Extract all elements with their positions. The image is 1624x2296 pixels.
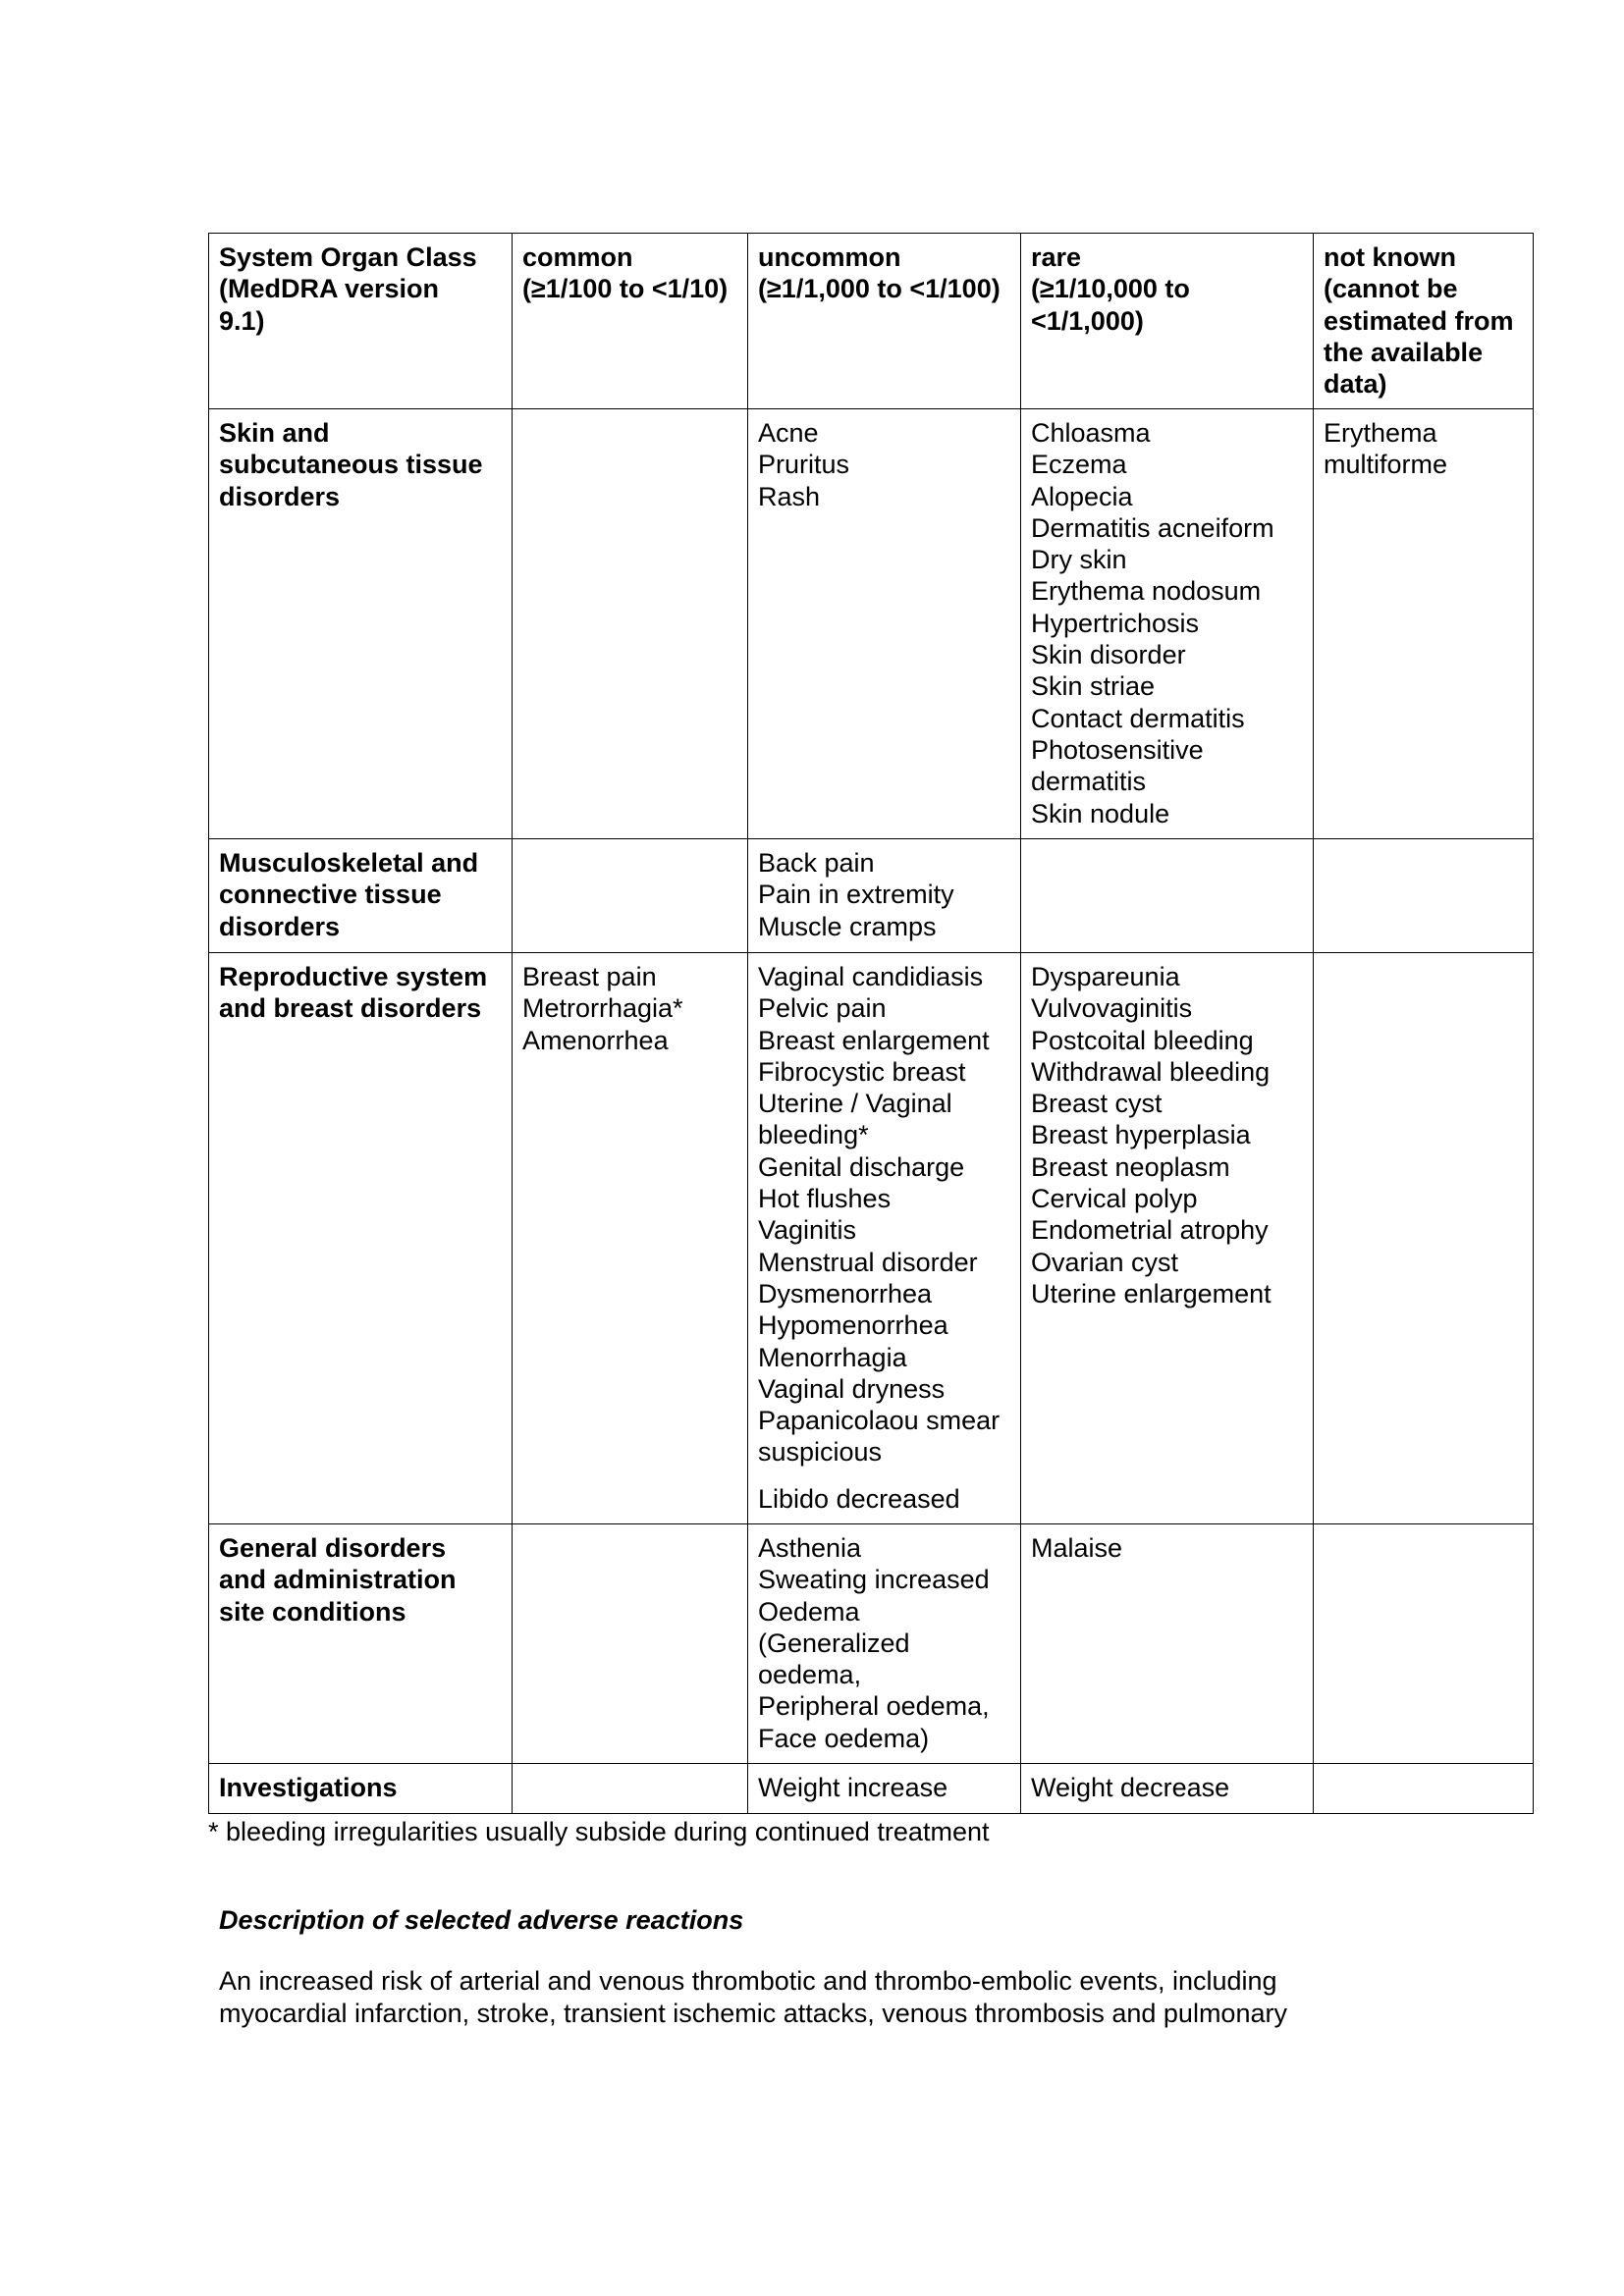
reaction-item: Muscle cramps <box>758 911 937 941</box>
header-line: <1/1,000) <box>1031 305 1144 336</box>
cell-rare <box>1021 953 1314 1524</box>
reaction-item: Breast hyperplasia <box>1031 1120 1251 1150</box>
reaction-item: Pelvic pain <box>758 993 887 1024</box>
soc-line: General disorders <box>219 1533 447 1563</box>
cell-not-known <box>1314 409 1534 839</box>
cell-uncommon <box>748 1764 1021 1814</box>
reaction-item: Pruritus <box>758 450 850 480</box>
table-row-musculoskeletal <box>209 839 1534 953</box>
reaction-item: Back pain <box>758 848 875 878</box>
cell-not-known <box>1314 1524 1534 1764</box>
reaction-item: (Generalized <box>758 1628 910 1658</box>
header-line: (≥1/1,000 to <1/100) <box>758 274 1001 304</box>
reaction-item: Uterine / Vaginal <box>758 1089 952 1119</box>
reaction-item: Papanicolaou smear <box>758 1406 1001 1436</box>
reaction-item: Dysmenorrhea <box>758 1278 933 1308</box>
reaction-item: Uterine enlargement <box>1031 1278 1272 1308</box>
reaction-item: Ovarian cyst <box>1031 1247 1179 1277</box>
paragraph-line: myocardial infarction, stroke, transient ischemic attacks, venous thrombosis and pulmonary <box>219 1998 1287 2028</box>
soc-line: and breast disorders <box>219 993 482 1024</box>
reaction-item: Weight increase <box>758 1773 948 1802</box>
reaction-item: Erythema <box>1324 418 1437 448</box>
header-line: the available <box>1324 337 1484 367</box>
reaction-item: Sweating increased <box>758 1565 990 1595</box>
reaction-item: Vaginitis <box>758 1215 857 1246</box>
reaction-item: Oedema <box>758 1596 860 1627</box>
reaction-item: Hypertrichosis <box>1031 608 1200 638</box>
header-line: uncommon <box>758 242 901 272</box>
section-heading: Description of selected adverse reactions <box>219 1905 744 1935</box>
reaction-item: Menstrual disorder <box>758 1247 978 1277</box>
paragraph-gap <box>758 1468 1012 1483</box>
cell-common <box>513 1764 748 1814</box>
cell-not-known <box>1314 953 1534 1524</box>
soc-line: subcutaneous tissue <box>219 450 483 480</box>
header-line: (MedDRA version <box>219 274 440 304</box>
soc-line: Musculoskeletal and <box>219 848 479 878</box>
reaction-item: Breast neoplasm <box>1031 1151 1230 1182</box>
cell-soc <box>209 953 513 1524</box>
header-line: estimated from <box>1324 305 1514 336</box>
cell-uncommon <box>748 953 1021 1524</box>
cell-not-known <box>1314 1764 1534 1814</box>
header-uncommon <box>748 234 1021 409</box>
reaction-item: Skin striae <box>1031 671 1156 702</box>
header-line: (≥1/100 to <1/10) <box>522 274 729 304</box>
reaction-item: Photosensitive <box>1031 734 1204 765</box>
table-row-reproductive <box>209 953 1534 1524</box>
header-common <box>513 234 748 409</box>
body-paragraph <box>219 1965 1535 2029</box>
header-line: not known <box>1324 242 1456 272</box>
header-line: (≥1/10,000 to <box>1031 274 1190 304</box>
soc-line: connective tissue <box>219 880 442 910</box>
reaction-item: Peripheral oedema, <box>758 1691 990 1722</box>
table-row-general <box>209 1524 1534 1764</box>
reaction-item: Face oedema) <box>758 1723 930 1753</box>
reaction-item: Skin nodule <box>1031 798 1170 828</box>
reaction-item: Malaise <box>1031 1533 1123 1563</box>
soc-line: disorders <box>219 911 341 941</box>
reaction-item: Dry skin <box>1031 545 1127 575</box>
reaction-item: Genital discharge <box>758 1151 965 1182</box>
cell-rare <box>1021 1764 1314 1814</box>
soc-line: Investigations <box>219 1773 398 1802</box>
table-footnote: * bleeding irregularities usually subside during continued treatment <box>208 1817 990 1846</box>
reaction-item: Rash <box>758 481 821 511</box>
adverse-reactions-table <box>208 233 1534 1814</box>
cell-soc <box>209 1764 513 1814</box>
header-line: common <box>522 242 633 272</box>
header-line: 9.1) <box>219 305 265 336</box>
reaction-item: Eczema <box>1031 450 1127 480</box>
header-line: (cannot be <box>1324 274 1458 304</box>
reaction-item: Breast cyst <box>1031 1089 1163 1119</box>
reaction-item: Breast pain <box>522 962 657 991</box>
soc-line: and administration <box>219 1565 457 1595</box>
table-header-row <box>209 234 1534 409</box>
reaction-item: Postcoital bleeding <box>1031 1025 1254 1055</box>
reaction-item: Pain in extremity <box>758 880 954 910</box>
cell-soc <box>209 1524 513 1764</box>
cell-rare <box>1021 839 1314 953</box>
reaction-item: bleeding* <box>758 1120 869 1150</box>
reaction-item: Alopecia <box>1031 481 1133 511</box>
reaction-item: Hot flushes <box>758 1184 892 1214</box>
reaction-item: dermatitis <box>1031 767 1147 797</box>
header-rare <box>1021 234 1314 409</box>
header-not-known <box>1314 234 1534 409</box>
paragraph-line: An increased risk of arterial and venous thrombotic and thrombo-embolic events, including <box>219 1966 1277 1996</box>
reaction-item: Vulvovaginitis <box>1031 993 1193 1024</box>
soc-line: site conditions <box>219 1596 406 1627</box>
reaction-item: Amenorrhea <box>522 1025 669 1055</box>
reaction-item: Asthenia <box>758 1533 862 1563</box>
cell-rare <box>1021 409 1314 839</box>
reaction-item: Dermatitis acneiform <box>1031 512 1274 543</box>
reaction-item: Hypomenorrhea <box>758 1310 948 1341</box>
reaction-item: Weight decrease <box>1031 1773 1230 1802</box>
table-row-skin <box>209 409 1534 839</box>
reaction-item: oedema, <box>758 1660 862 1690</box>
header-line: rare <box>1031 242 1082 272</box>
header-line: System Organ Class <box>219 242 477 272</box>
reaction-item: Fibrocystic breast <box>758 1056 966 1087</box>
soc-line: disorders <box>219 481 341 511</box>
table-row-investigations <box>209 1764 1534 1814</box>
reaction-item: Withdrawal bleeding <box>1031 1056 1271 1087</box>
cell-rare <box>1021 1524 1314 1764</box>
reaction-item: multiforme <box>1324 450 1448 480</box>
cell-soc <box>209 839 513 953</box>
reaction-item: Erythema nodosum <box>1031 576 1262 607</box>
cell-uncommon <box>748 409 1021 839</box>
cell-uncommon <box>748 839 1021 953</box>
cell-common <box>513 409 748 839</box>
reaction-item: Cervical polyp <box>1031 1184 1198 1214</box>
cell-common <box>513 839 748 953</box>
reaction-item: suspicious <box>758 1437 883 1468</box>
reaction-item: Metrorrhagia* <box>522 993 683 1024</box>
cell-soc <box>209 409 513 839</box>
reaction-item: Breast enlargement <box>758 1025 990 1055</box>
cell-common <box>513 1524 748 1764</box>
reaction-item: Libido decreased <box>758 1483 960 1514</box>
soc-line: Skin and <box>219 418 330 448</box>
header-system-organ-class <box>209 234 513 409</box>
cell-uncommon <box>748 1524 1021 1764</box>
reaction-item: Chloasma <box>1031 418 1151 448</box>
reaction-item: Menorrhagia <box>758 1342 907 1372</box>
reaction-item: Acne <box>758 418 819 448</box>
reaction-item: Vaginal candidiasis <box>758 962 984 991</box>
soc-line: Reproductive system <box>219 962 488 991</box>
reaction-item: Skin disorder <box>1031 640 1186 670</box>
cell-not-known <box>1314 839 1534 953</box>
reaction-item: Dyspareunia <box>1031 962 1180 991</box>
reaction-item: Endometrial atrophy <box>1031 1215 1269 1246</box>
header-line: data) <box>1324 369 1387 400</box>
reaction-item: Vaginal dryness <box>758 1373 946 1404</box>
reaction-item: Contact dermatitis <box>1031 703 1245 733</box>
cell-common <box>513 953 748 1524</box>
